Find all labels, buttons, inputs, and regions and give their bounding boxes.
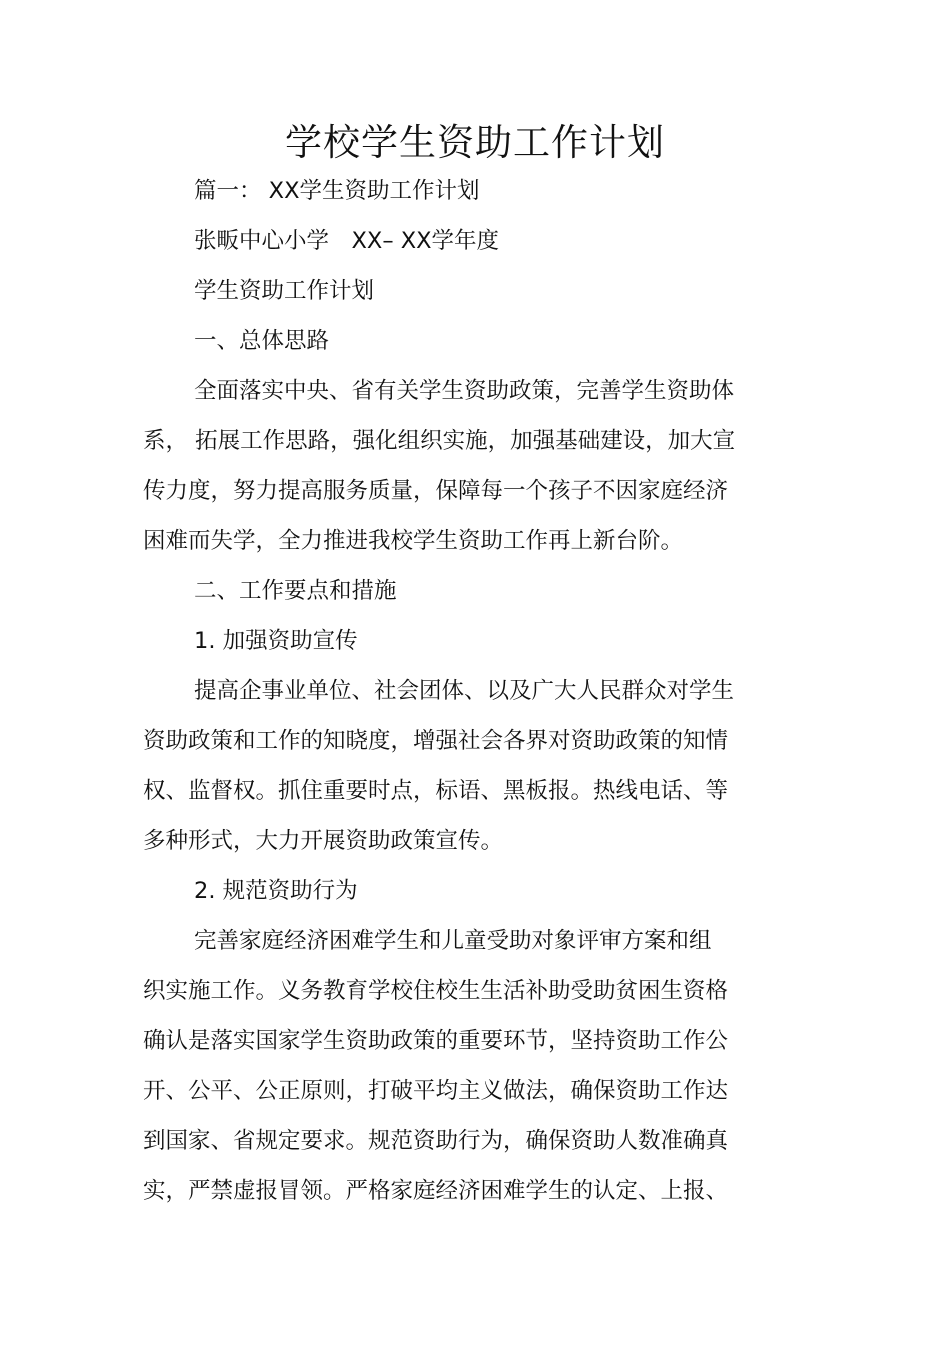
paragraph-line: 织实施工作。义务教育学校住校生生活补助受助贫困生资格 [143, 978, 729, 1004]
paragraph-line: 资助政策和工作的知晓度，增强社会各界对资助政策的知情 [143, 728, 729, 754]
section-heading-1: 一、总体思路 [194, 328, 330, 354]
section-heading-2: 二、工作要点和措施 [194, 578, 397, 604]
paragraph-line: 确认是落实国家学生资助政策的重要环节，坚持资助工作公 [143, 1028, 729, 1054]
paragraph-line: 完善家庭经济困难学生和儿童受助对象评审方案和组 [194, 928, 712, 954]
paragraph-line: 提高企事业单位、社会团体、以及广大人民群众对学生 [194, 678, 735, 704]
paragraph-line: 多种形式，大力开展资助政策宣传。 [143, 828, 504, 854]
paragraph-line: 全面落实中央、省有关学生资助政策，完善学生资助体 [194, 378, 735, 404]
subtitle-line: 篇一： XX学生资助工作计划 [194, 178, 480, 204]
paragraph-line: 权、监督权。抓住重要时点，标语、黑板报。热线电话、等 [143, 778, 729, 804]
subsection-heading-2: 2. 规范资助行为 [194, 878, 358, 904]
subsection-heading-1: 1. 加强资助宣传 [194, 628, 358, 654]
paragraph-line: 实，严禁虚报冒领。严格家庭经济困难学生的认定、上报、 [143, 1178, 729, 1204]
paragraph-line: 传力度，努力提高服务质量，保障每一个孩子不因家庭经济 [143, 478, 729, 504]
plan-heading-line: 学生资助工作计划 [194, 278, 375, 304]
paragraph-line: 到国家、省规定要求。规范资助行为，确保资助人数准确真 [143, 1128, 729, 1154]
school-year-line: 张畈中心小学 XX– XX学年度 [194, 228, 500, 254]
document-title: 学校学生资助工作计划 [285, 121, 665, 164]
paragraph-line: 开、公平、公正原则，打破平均主义做法，确保资助工作达 [143, 1078, 729, 1104]
paragraph-line: 困难而失学，全力推进我校学生资助工作再上新台阶。 [143, 528, 684, 554]
paragraph-line: 系， 拓展工作思路，强化组织实施，加强基础建设，加大宣 [143, 428, 736, 454]
